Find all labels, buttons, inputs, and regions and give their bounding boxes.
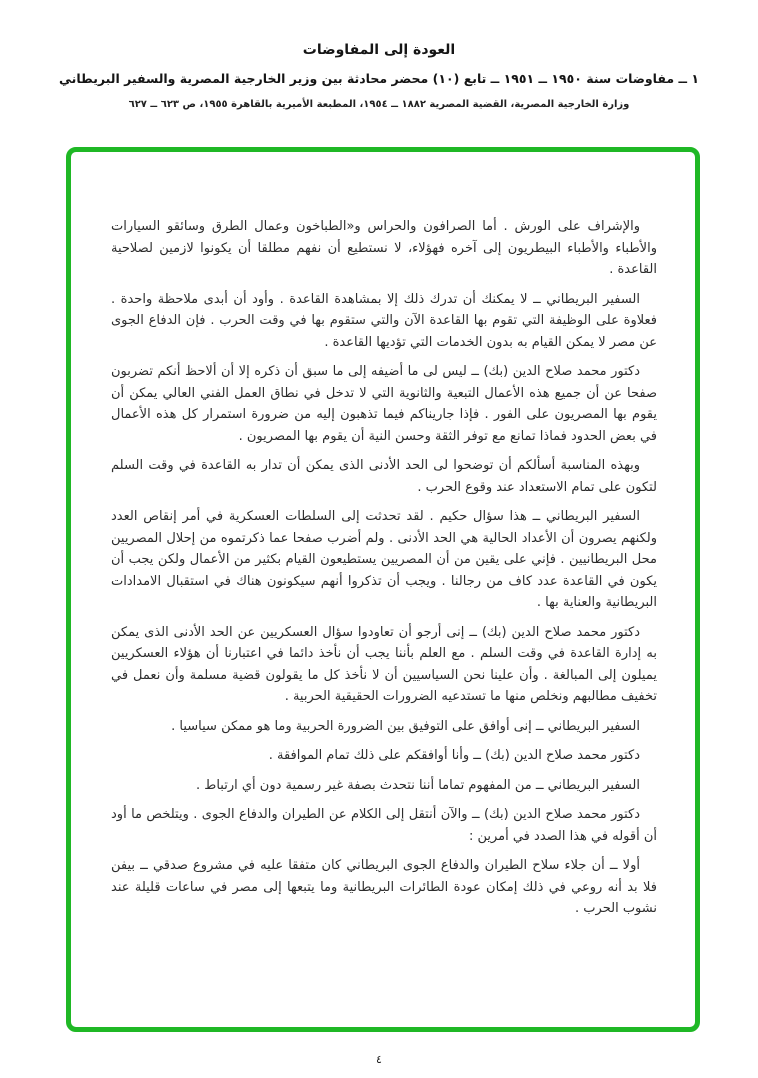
scanned-text-block [111, 216, 657, 928]
paragraph: والإشراف على الورش . أما الصرافون والحراس و«الطباخون وعمال الطرق وسائقو السيارات والأطباء والأطباء البيطريون إلى آخره فهؤلاء، لا نستطيع أن نفهم مطلقا أن يكونوا لازمين لصلاحية القاعدة . [111, 219, 657, 277]
source-citation: وزارة الخارجية المصرية، القضية المصرية ١٨٨٢ ــ ١٩٥٤، المطبعة الأميرية بالقاهرة ١٩٥٥، ص ٦٢٣ ــ ٦٢٧ [128, 99, 630, 110]
paragraph: دكتور محمد صلاح الدين (بك) ــ إنى أرجو أن تعاودوا سؤال العسكريين عن الحد الأدنى الذى يمكن به إدارة القاعدة في وقت السلم . مع العلم بأننا يجب أن نأخذ دائما في اعتبارنا أن هؤلاء العسكريين يميلون إلى المبالغة . وأن علينا نحن السياسيين أن لا نأخذ كل ما يقولون قضية مسلمة وأن نعمل في تخفيف مطالبهم ونخلص منها ما تستدعيه الضرورات الحقيقية الحربية . [111, 624, 657, 704]
paragraph: السفير البريطاني ــ إنى أوافق على التوفيق بين الضرورة الحربية وما هو ممكن سياسيا . [171, 718, 640, 734]
page-title: العودة إلى المفاوضات [302, 42, 456, 58]
paragraph: دكتور محمد صلاح الدين (بك) ــ والآن أنتقل إلى الكلام عن الطيران والدفاع الجوى . ويتلخص ما أود أن أقوله في هذا الصدد في أمرين : [111, 807, 657, 844]
paragraph: وبهذه المناسبة أسألكم أن توضحوا لى الحد الأدنى الذى يمكن أن تدار به القاعدة في وقت السلم لتكون على تمام الاستعداد عند وقوع الحرب . [111, 458, 657, 495]
document-header [30, 42, 728, 110]
paragraph: أولا ــ أن جلاء سلاح الطيران والدفاع الجوى البريطاني كان متفقا عليه في مشروع صدقي ــ بيفن فلا بد أنه روعي في ذلك إمكان عودة الطائرات البريطانية وما يتبعها إلى مصر في ساعات قليلة عند نشوب الحرب . [111, 858, 657, 916]
paragraph: السفير البريطاني ــ من المفهوم تماما أننا نتحدث بصفة غير رسمية دون أي ارتباط . [196, 777, 640, 793]
paragraph: السفير البريطاني ــ لا يمكنك أن تدرك ذلك إلا بمشاهدة القاعدة . وأود أن أبدى ملاحظة واحدة . فعلاوة على الوظيفة التي تقوم بها القاعدة الآن والتي ستقوم بها في وقت الحرب . فإن الدفاع الجوى عن مصر لا يمكن القيام به بدون الخدمات التي تؤديها القاعدة . [111, 291, 657, 350]
scanned-page-frame [66, 147, 700, 1032]
paragraph: السفير البريطاني ــ هذا سؤال حكيم . لقد تحدثت إلى السلطات العسكرية في أمر إنقاص العدد ولكنهم يصرون أن الأعداد الحالية هي الحد الأدنى . ولم أضرب صفحا عما ذكرتموه من إحلال المصريين محل البريطانيين . فإني على يقين من أن المصريين يستطيعون القيام بكثير من الأعمال ولكن يجب أن يكون في القاعدة عدد كاف من رجالنا . ويجب أن تذكروا أنهم سيكونون هناك في استقبال الامدادات البريطانية والعناية بها . [111, 509, 657, 610]
page-number: ٤ [376, 1053, 382, 1066]
document-subtitle: ١ ــ مفاوضات سنة ١٩٥٠ ــ ١٩٥١ ــ تابع (١٠) محضر محادثة بين وزير الخارجية المصرية والسفير البريطاني [58, 71, 699, 86]
paragraph: دكتور محمد صلاح الدين (بك) ــ وأنا أوافقكم على ذلك تمام الموافقة . [268, 748, 640, 763]
paragraph: دكتور محمد صلاح الدين (بك) ــ ليس لى ما أضيفه إلى ما سبق أن ذكره إلا أن ألاحظ أنكم تضربون صفحا عن أن جميع هذه الأعمال التبعية والثانوية التي لا تدخل في نطاق العمل الفني العالي يمكن أن يقوم بها المصريون على الفور . فإذا جاريناكم فيما تذهبون إليه من ضرورة استمرار كل هذه الأعمال في بعض الحدود فماذا تمانع مع توفر الثقة وحسن النية أن يقوم بها المصريون . [111, 364, 657, 444]
